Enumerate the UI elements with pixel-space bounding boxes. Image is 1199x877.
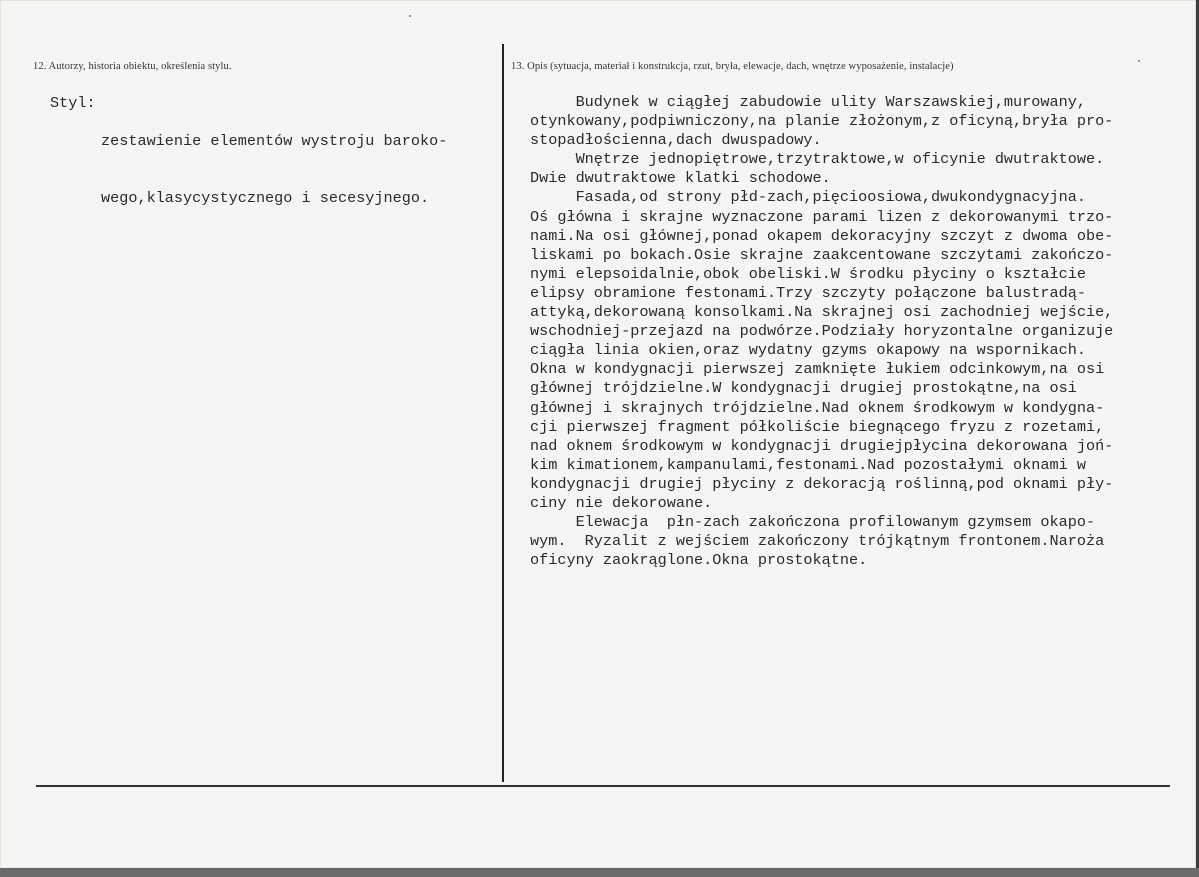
description-line: attyką,dekorowaną konsolkami.Na skrajnej osi zachodniej wejście, [530, 303, 1114, 322]
description-line: głównej i skrajnych trójdzielne.Nad oknem środkowym w kondygna- [530, 398, 1105, 417]
description-line: Dwie dwutraktowe klatki schodowe. [530, 169, 831, 188]
description-line: Wnętrze jednopiętrowe,trzytraktowe,w oficynie dwutraktowe. [530, 150, 1105, 169]
paper-speck [409, 15, 411, 17]
description-line: liskami po bokach.Osie skrajne zaakcentowane szczytami zakończo- [530, 245, 1114, 264]
description-text [530, 93, 1113, 570]
description-line: Budynek w ciągłej zabudowie ulity Warszawskiej,murowany, [530, 93, 1086, 111]
description-line: oficyny zaokrąglone.Okna prostokątne. [530, 551, 868, 570]
style-label: Styl: [50, 94, 96, 112]
style-line: wego,klasycystycznego i secesyjnego. [101, 189, 430, 208]
description-line: Okna w kondygnacji pierwszej zamknięte łukiem odcinkowym,na osi [530, 360, 1105, 379]
description-line: wschodniej-przejazd na podwórze.Podziały horyzontalne organizuje [530, 322, 1114, 341]
description-line: wym. Ryzalit z wejściem zakończony trójkątnym frontonem.Naroża [530, 532, 1105, 551]
scan-edge-bottom [0, 868, 1199, 877]
description-line: ciągła linia okien,oraz wydatny gzyms okapowy na wspornikach. [530, 341, 1086, 360]
description-line: nymi elepsoidalnie,obok obeliski.W środku płyciny o kształcie [530, 264, 1086, 283]
description-line: elipsy obramione festonami.Trzy szczyty połączone balustradą- [530, 283, 1086, 302]
style-line: zestawienie elementów wystroju baroko- [101, 132, 448, 151]
description-line: nad oknem środkowym w kondygnacji drugiejpłycina dekorowana joń- [530, 436, 1114, 455]
bottom-rule [36, 785, 1170, 787]
description-line: cji pierwszej fragment półkoliście biegnącego fryzu z rozetami, [530, 417, 1105, 436]
description-line: Fasada,od strony płd-zach,pięcioosiowa,dwukondygnacyjna. [530, 188, 1086, 207]
description-line: kondygnacji drugiej płyciny z dekoracją roślinną,pod oknami pły- [530, 474, 1114, 493]
description-line: kim kimationem,kampanulami,festonami.Nad pozostałymi oknami w [530, 455, 1086, 474]
description-line: otynkowany,podpiwniczony,na planie złożonym,z oficyną,bryła pro- [530, 112, 1114, 131]
description-line: Oś główna i skrajne wyznaczone parami lizen z dekorowanymi trzo- [530, 207, 1114, 226]
paper-speck [1138, 60, 1140, 62]
description-line: Elewacja płn-zach zakończona profilowanym gzymsem okapo- [530, 513, 1096, 532]
section-13-heading: 13. Opis (sytuacja, materiał i konstrukcja, rzut, bryła, elewacje, dach, wnętrze wyposażenie, instalacje) [511, 61, 954, 72]
description-line: nami.Na osi głównej,ponad okapem dekoracyjny szczyt z dwoma obe- [530, 226, 1114, 245]
description-line: ciny nie dekorowane. [530, 493, 713, 512]
section-12-heading: 12. Autorzy, historia obiektu, określenia stylu. [33, 61, 232, 72]
description-line: stopadłościenna,dach dwuspadowy. [530, 131, 822, 150]
description-line: głównej trójdzielne.W kondygnacji drugiej prostokątne,na osi [530, 379, 1077, 398]
style-text [101, 94, 447, 247]
column-divider [502, 44, 504, 782]
